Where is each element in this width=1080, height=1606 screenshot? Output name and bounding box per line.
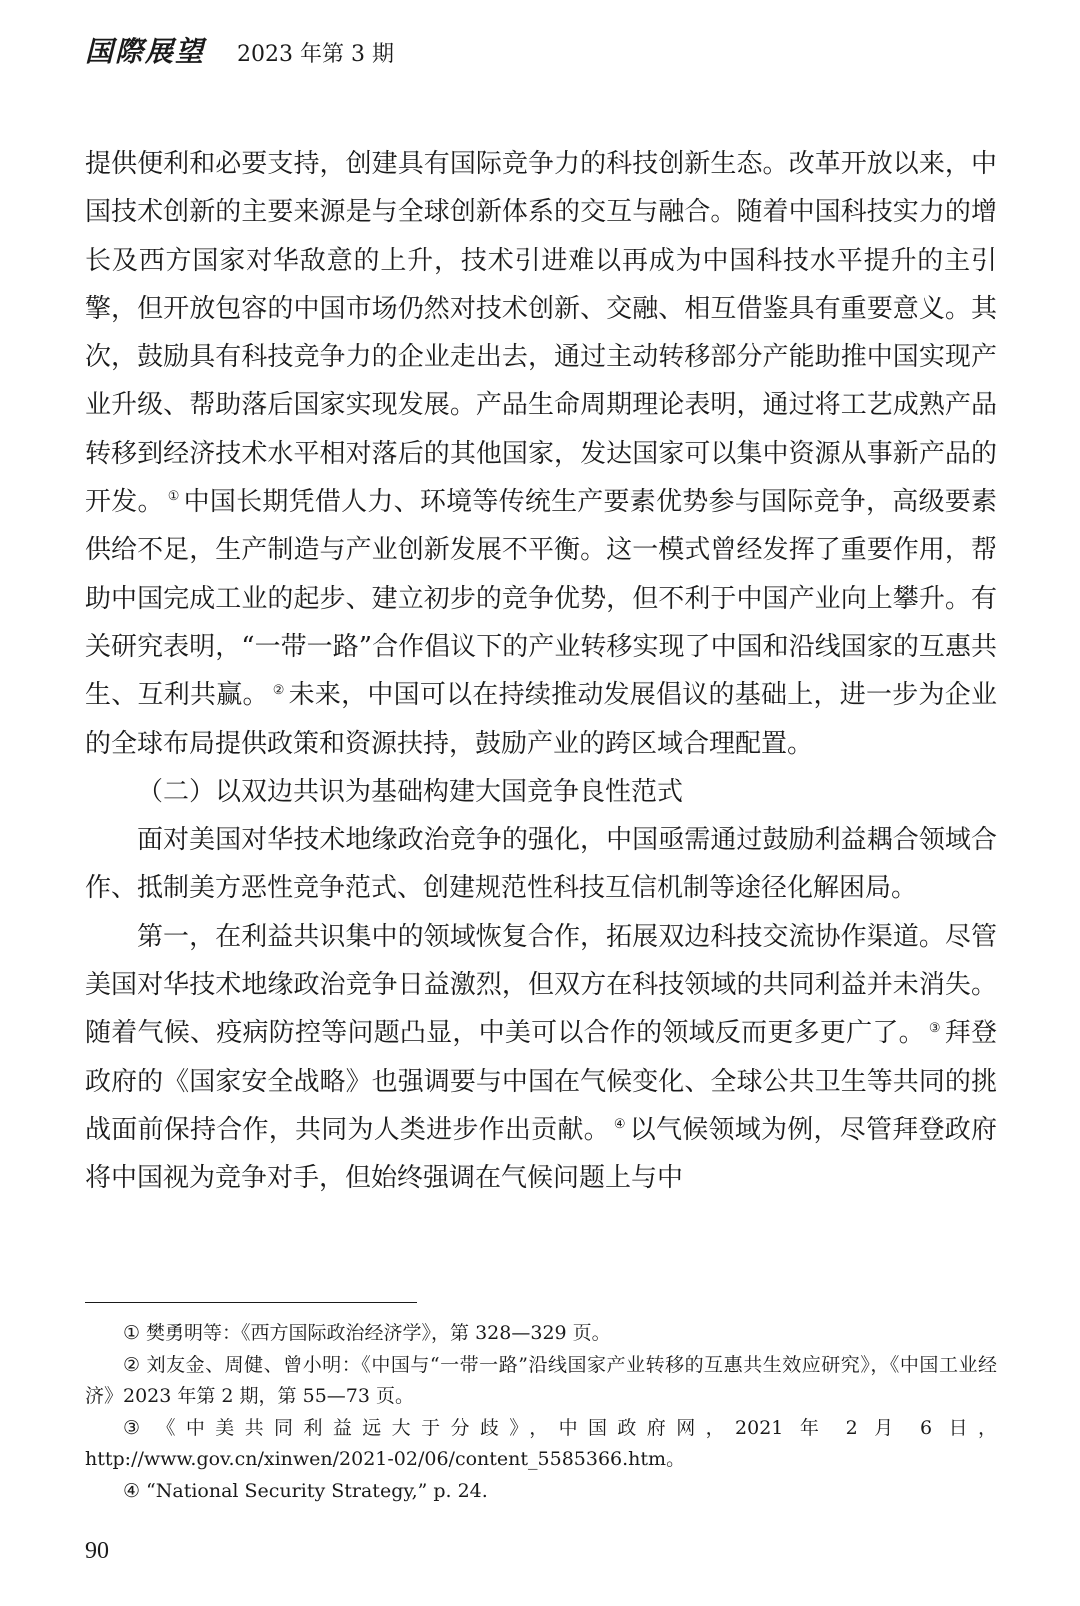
footnote-3-text[interactable]: 《中美共同利益远大于分歧》，中国政府网，2021 年 2 月 6 日，http://www.gov.cn/xinwen/2021-02/06/content_5585366.htm。: [85, 1416, 997, 1470]
paragraph-3-text-b: 拜登政府的《国家安全战略》也强调要与中国在气候变化、全球公共卫生等共同的挑战面前保持合作，共同为人类进步作出贡献。: [85, 1018, 997, 1145]
footnote-ref-1[interactable]: ①: [167, 489, 180, 505]
footnote-4-marker: ④: [123, 1479, 141, 1502]
footnote-ref-3[interactable]: ③: [928, 1020, 941, 1036]
issue-label: 2023 年第 3 期: [237, 42, 394, 67]
journal-logo: 国際展望: [85, 35, 206, 68]
footnote-1-marker: ①: [123, 1322, 141, 1344]
footnote-2-marker: ②: [123, 1353, 141, 1376]
footnote-ref-2[interactable]: ②: [272, 682, 285, 698]
footnote-2: [85, 1350, 997, 1413]
footnote-1-text: 樊勇明等：《西方国际政治经济学》，第 328—329 页。: [146, 1322, 611, 1344]
paragraph-1: [85, 140, 997, 768]
footnote-1: [85, 1318, 997, 1350]
footnote-ref-4[interactable]: ④: [613, 1117, 626, 1133]
footnote-divider: [85, 1302, 417, 1303]
paragraph-1-text-a: 提供便利和必要支持，创建具有国际竞争力的科技创新生态。改革开放以来，中国技术创新的主要来源是与全球创新体系的交互与融合。随着中国科技实力的增长及西方国家对华敌意的上升，技术引进难以再成为中国科技水平提升的主引擎，但开放包容的中国市场仍然对技术创新、交融、相互借鉴具有重要意义。其次，鼓励具有科技竞争力的企业走出去，通过主动转移部分产能助推中国实现产业升级、帮助落后国家实现发展。产品生命周期理论表明，通过将工艺成熟产品转移到经济技术水平相对落后的其他国家，发达国家可以集中资源从事新产品的开发。: [85, 149, 997, 518]
footnote-4: [85, 1476, 997, 1508]
paragraph-1-text-c: 未来，中国可以在持续推动发展倡议的基础上，进一步为企业的全球布局提供政策和资源扶持，鼓励产业的跨区域合理配置。: [85, 680, 997, 759]
footnote-4-text: “National Security Strategy,” p. 24.: [146, 1479, 488, 1502]
footnote-3-marker: ③: [123, 1416, 151, 1439]
paragraph-1-text-b: 中国长期凭借人力、环境等传统生产要素优势参与国际竞争，高级要素供给不足，生产制造与产业创新发展不平衡。这一模式曾经发挥了重要作用，帮助中国完成工业的起步、建立初步的竞争优势，但不利于中国产业向上攀升。有关研究表明，“一带一路”合作倡议下的产业转移实现了中国和沿线国家的互惠共生、互利共赢。: [85, 487, 997, 711]
footnote-3: [85, 1413, 997, 1476]
paragraph-3: [85, 913, 997, 1203]
page-number: 90: [85, 1538, 109, 1564]
paragraph-2: 面对美国对华技术地缘政治竞争的强化，中国亟需通过鼓励利益耦合领域合作、抵制美方恶性竞争范式、创建规范性科技互信机制等途径化解困局。: [85, 825, 997, 904]
footnotes: [85, 1318, 997, 1507]
page-header: [85, 30, 394, 70]
paragraph-3-text-a: 第一，在利益共识集中的领域恢复合作，拓展双边科技交流协作渠道。尽管美国对华技术地缘政治竞争日益激烈，但双方在科技领域的共同利益并未消失。随着气候、疫病防控等问题凸显，中美可以合作的领域反而更多更广了。: [85, 921, 997, 1049]
paragraph-3-text-c: 以气候领域为例，尽管拜登政府将中国视为竞争对手，但始终强调在气候问题上与中: [85, 1114, 997, 1194]
section-heading: （二）以双边共识为基础构建大国竞争良性范式: [137, 776, 684, 807]
article-body: [85, 140, 997, 1203]
footnote-2-text: 刘友金、周健、曾小明：《中国与“一带一路”沿线国家产业转移的互惠共生效应研究》，《中国工业经济》2023 年第 2 期，第 55—73 页。: [85, 1353, 997, 1407]
